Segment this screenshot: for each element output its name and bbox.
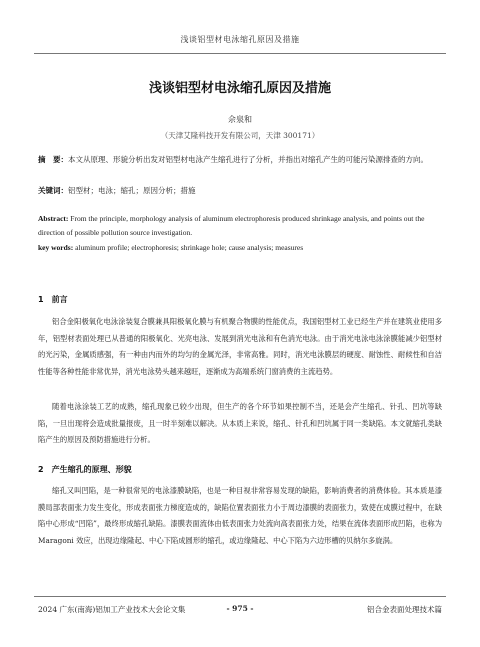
keywords-cn-text: 铝型材；电泳；缩孔；原因分析；措施 [68,186,196,195]
header-divider [34,53,446,54]
abstract-cn-text: 本文从原理、形貌分析出发对铝型材电泳产生缩孔进行了分析，并指出对缩孔产生的可能污染源排查的方向。 [68,155,428,164]
keywords-cn [38,183,442,198]
section-heading-introduction: 1 前言 [38,295,68,304]
keywords-en-text: aluminum profile; electrophoresis; shrinkage hole; cause analysis; measures [75,243,304,252]
paragraph: 铝合金阳极氧化电泳涂装复合膜兼具阳极氧化膜与有机聚合物膜的性能优点，我国铝型材工业已经生产并在建筑业使用多年，铝型材表面处理已从普通的阳极氧化、光亮电泳、发展到消光电泳和有色消光电泳。由于消光电泳电泳涂膜能减少铝型材的光污染，金属质感强，有一种由内而外的均匀的金属光泽，非常高雅。同时，消光电泳膜层的硬度、耐蚀性、耐候性和自洁性能等各种性能非常优异，消光电泳势头越来越旺，逐渐成为高端系统门窗消费的主流趋势。 [38,317,442,376]
paper-title: 浅谈铝型材电泳缩孔原因及措施 [148,81,331,96]
keywords-cn-label: 关键词： [38,186,68,195]
keywords-en-label: key words: [38,243,74,252]
abstract-en-label: Abstract: [38,214,69,223]
page-number: - 975 - [226,604,254,613]
abstract-en [38,212,442,240]
section-heading-principle: 2 产生缩孔的原理、形貌 [38,465,132,474]
running-header: 浅谈铝型材电泳缩孔原因及措施 [180,35,300,44]
abstract-en-text: From the principle, morphology analysis of aluminum electrophoresis produced shrinkage analysis, and points out the direction of possible pollution source investigation. [38,214,425,237]
footer-section-name: 铝合金表面处理技术篇 [367,605,442,614]
abstract-cn [38,152,442,167]
paragraph: 随着电泳涂装工艺的成熟，缩孔现象已较少出现，但生产的各个环节如果控制不当，还是会产生缩孔、针孔、凹坑等缺陷，一旦出现将会造成批量报废，且一时半刻难以解决。从本质上来说，缩孔、针孔和凹坑属于同一类缺陷。本文就缩孔类缺陷产生的原因及预防措施进行分析。 [38,402,442,444]
affiliation: （天津艾隆科技开发有限公司，天津 300171） [160,131,320,140]
footer-proceedings-title: 2024 广东(南海)铝加工产业技术大会论文集 [38,605,186,614]
author: 佘泉和 [228,115,252,124]
footer-divider [34,596,446,597]
keywords-en [38,241,442,255]
paragraph: 缩孔又叫凹陷，是一种很常见的电泳漆膜缺陷，也是一种目视非常容易发现的缺陷，影响消费者的消费体验。其本质是漆膜局部表面张力发生变化，形成表面张力梯度造成的，缺陷位置表面张力小于周边漆膜的表面张力，致使在成膜过程中，在缺陷中心形成“凹陷”，最终形成缩孔缺陷。漆膜表面流体由低表面张力处流向高表面张力处，结果在流体表面形成凹陷，也称为 Maragoni 效应，出现边缘隆起、中心下陷成圆形的缩孔，或边缘隆起、中心下陷为六边形槽的贝纳尔多旋涡。 [38,486,442,545]
abstract-cn-label: 摘 要： [38,155,68,164]
